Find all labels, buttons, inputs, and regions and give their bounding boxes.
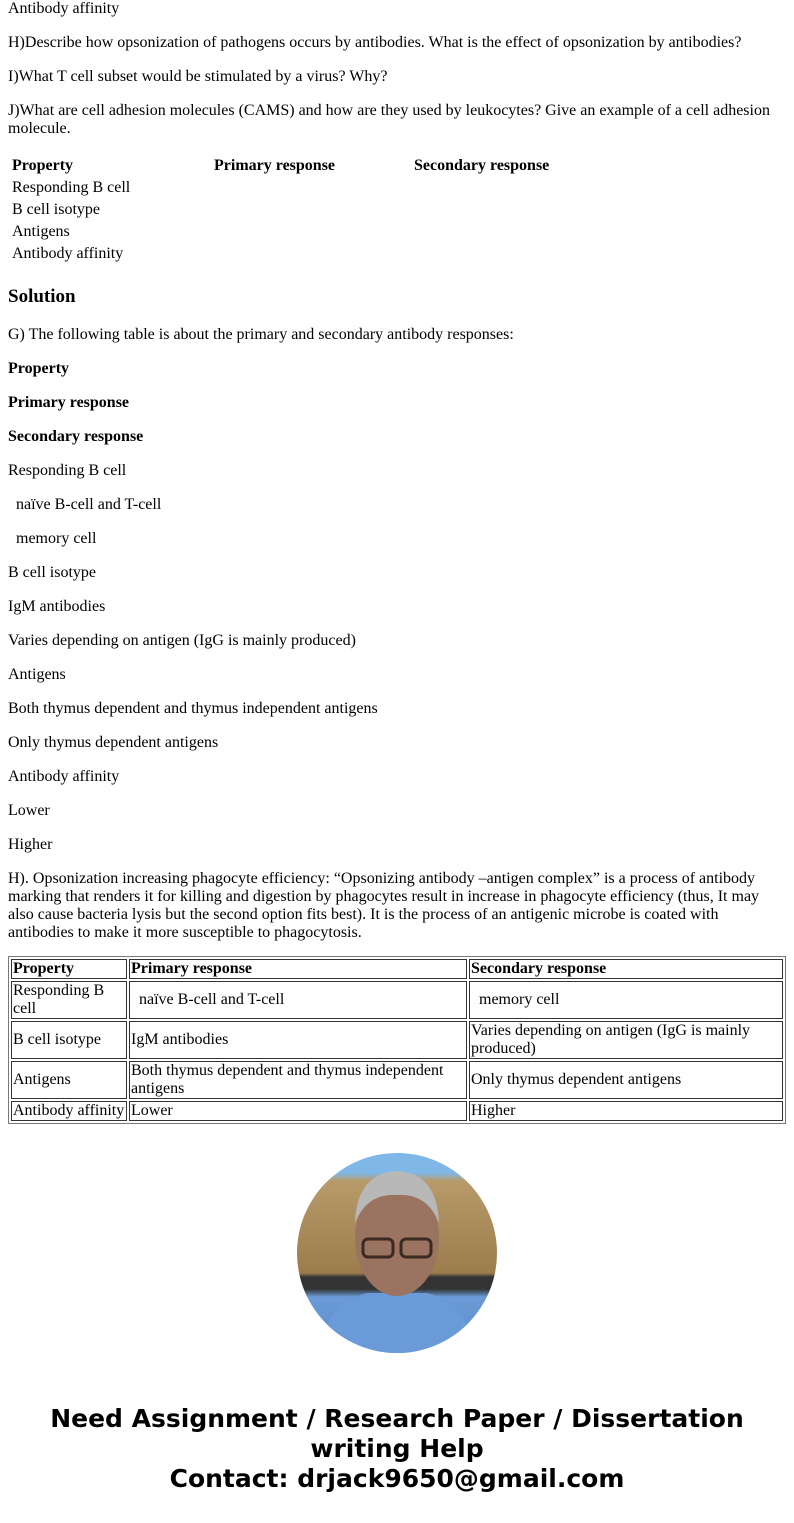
flat-item: Responding B cell — [8, 462, 127, 479]
flat-item: Antibody affinity — [8, 768, 120, 785]
question-table — [9, 154, 613, 266]
flat-item: Secondary response — [8, 428, 144, 445]
footer-help-text: Need Assignment / Research Paper / Dissertation writing Help — [50, 1404, 744, 1463]
answer-h: H). Opsonization increasing phagocyte efficiency: “Opsonizing antibody –antigen complex” is a process of antibody marking that renders it for killing and digestion by phagocytes result in increase in phagocyte efficiency (thus, It may also cause bacteria lysis but the second option fits best). It is the process of an antigenic microbe is coated with antibodies to make it more susceptible to phagocytosis. — [8, 870, 760, 941]
cell: Only thymus dependent antigens — [469, 1061, 783, 1099]
header-secondary: Secondary response — [414, 157, 550, 174]
person-portrait-icon — [297, 1153, 497, 1353]
author-photo — [297, 1153, 497, 1353]
cell: IgM antibodies — [129, 1021, 467, 1059]
cell: naïve B-cell and T-cell — [129, 981, 467, 1019]
flat-item: naïve B-cell and T-cell — [8, 496, 162, 513]
header-secondary: Secondary response — [469, 959, 783, 979]
header-property: Property — [11, 959, 127, 979]
cell: Lower — [129, 1101, 467, 1121]
flat-item: Both thymus dependent and thymus independent antigens — [8, 700, 378, 717]
cell: Varies depending on antigen (IgG is mainly produced) — [469, 1021, 783, 1059]
intro: G) The following table is about the primary and secondary antibody responses: — [8, 326, 514, 343]
flat-item: B cell isotype — [8, 564, 96, 581]
flat-item: Primary response — [8, 394, 130, 411]
flat-item: Antigens — [8, 666, 66, 683]
flat-item: Only thymus dependent antigens — [8, 734, 219, 751]
cell: memory cell — [469, 981, 783, 1019]
flat-item: Varies depending on antigen (IgG is mainly produced) — [8, 632, 356, 649]
header-primary: Primary response — [214, 157, 336, 174]
cell: Both thymus dependent and thymus independent antigens — [129, 1061, 467, 1099]
header-primary: Primary response — [129, 959, 467, 979]
cell: Responding B cell — [11, 981, 127, 1019]
answer-table — [8, 956, 786, 1124]
cell: Antibody affinity — [11, 1101, 127, 1121]
question-j: J)What are cell adhesion molecules (CAMS) and how are they used by leukocytes? Give an example of a cell adhesion molecule. — [8, 102, 770, 137]
question-h: H)Describe how opsonization of pathogens occurs by antibodies. What is the effect of opsonization by antibodies? — [8, 34, 742, 51]
row-label: Antigens — [12, 223, 70, 240]
question-i: I)What T cell subset would be stimulated by a virus? Why? — [8, 68, 388, 85]
row-label: Responding B cell — [12, 179, 131, 196]
row-label: B cell isotype — [12, 201, 100, 218]
flat-item: Lower — [8, 802, 50, 819]
footer-banner — [0, 1404, 794, 1494]
flat-item: memory cell — [8, 530, 97, 547]
cell: Higher — [469, 1101, 783, 1121]
cell: Antigens — [11, 1061, 127, 1099]
cut-text: Antibody affinity — [8, 0, 120, 17]
footer-contact[interactable]: Contact: drjack9650@gmail.com — [169, 1464, 625, 1493]
solution-heading: Solution — [8, 286, 76, 307]
document — [8, 0, 786, 1124]
flat-item: IgM antibodies — [8, 598, 106, 615]
flat-item: Property — [8, 360, 70, 377]
flat-item: Higher — [8, 836, 53, 853]
row-label: Antibody affinity — [12, 245, 124, 262]
cell: B cell isotype — [11, 1021, 127, 1059]
header-property: Property — [12, 157, 74, 174]
